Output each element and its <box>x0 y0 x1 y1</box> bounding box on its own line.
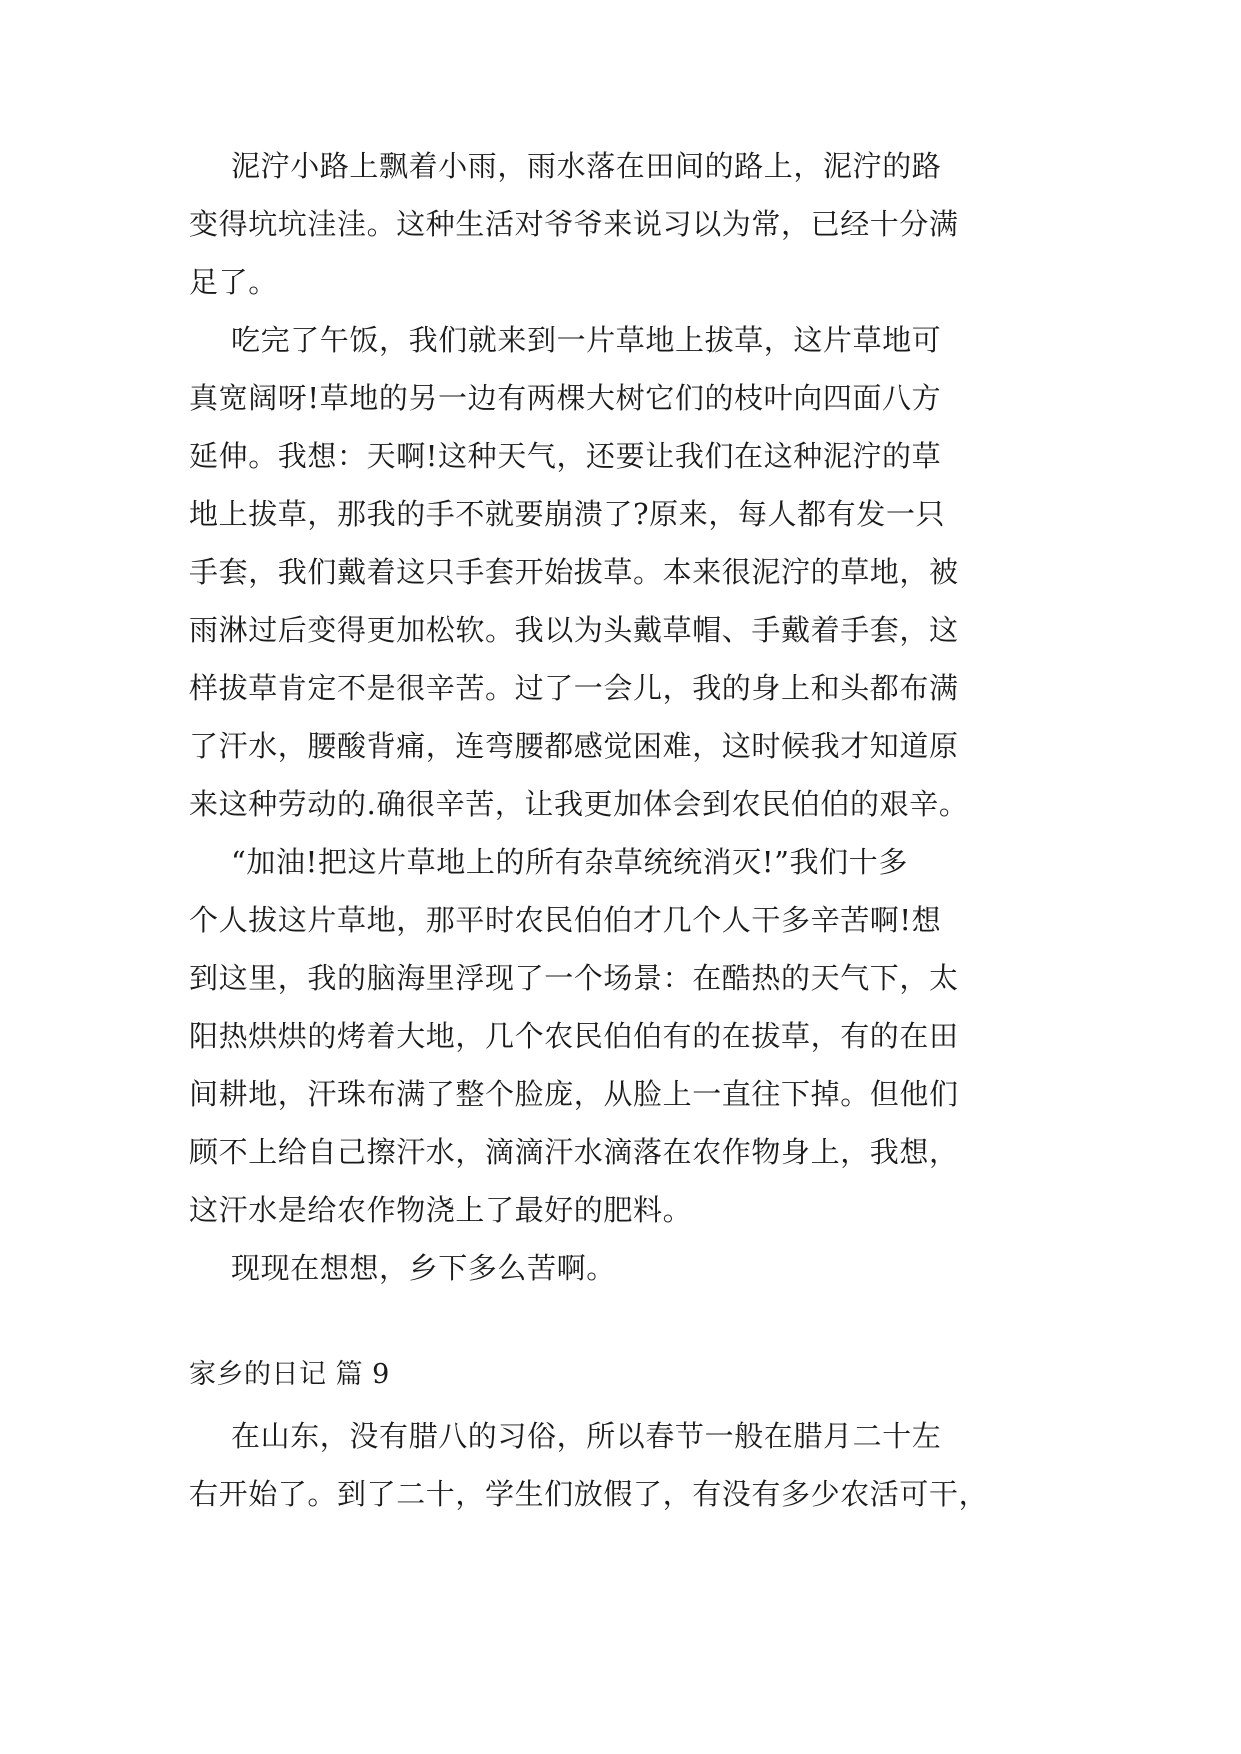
paragraph-line: 延伸。我想：天啊!这种天气，还要让我们在这种泥泞的草 <box>189 439 942 473</box>
paragraph-line: 泥泞小路上飘着小雨，雨水落在田间的路上，泥泞的路 <box>231 149 942 183</box>
section-heading: 家乡的日记 篇 9 <box>189 1359 390 1390</box>
paragraph-line: 间耕地，汗珠布满了整个脸庞，从脸上一直往下掉。但他们 <box>189 1077 959 1111</box>
paragraph-line: 吃完了午饭，我们就来到一片草地上拔草，这片草地可 <box>231 323 942 357</box>
paragraph-line: 真宽阔呀!草地的另一边有两棵大树它们的枝叶向四面八方 <box>189 381 942 415</box>
paragraph-line: 样拔草肯定不是很辛苦。过了一会儿，我的身上和头都布满 <box>189 671 959 705</box>
paragraph-line: 个人拔这片草地，那平时农民伯伯才几个人干多辛苦啊!想 <box>189 903 942 937</box>
paragraph-line: 现现在想想，乡下多么苦啊。 <box>231 1251 616 1285</box>
paragraph-line: 阳热烘烘的烤着大地，几个农民伯伯有的在拔草，有的在田 <box>189 1019 959 1053</box>
paragraph-line: 雨淋过后变得更加松软。我以为头戴草帽、手戴着手套，这 <box>189 613 959 647</box>
paragraph-line: “加油!把这片草地上的所有杂草统统消灭!”我们十多 <box>231 845 908 879</box>
paragraph-line: 右开始了。到了二十，学生们放假了，有没有多少农活可干， <box>189 1477 989 1511</box>
paragraph-line: 顾不上给自己擦汗水，滴滴汗水滴落在农作物身上，我想， <box>189 1135 959 1169</box>
paragraph-line: 来这种劳动的.确很辛苦，让我更加体会到农民伯伯的艰辛。 <box>189 787 969 821</box>
paragraph-line: 了汗水，腰酸背痛，连弯腰都感觉困难，这时候我才知道原 <box>189 729 959 763</box>
paragraph-line: 在山东，没有腊八的习俗，所以春节一般在腊月二十左 <box>231 1419 942 1453</box>
paragraph-line: 这汗水是给农作物浇上了最好的肥料。 <box>189 1193 693 1227</box>
paragraph-line: 手套，我们戴着这只手套开始拔草。本来很泥泞的草地，被 <box>189 555 959 589</box>
paragraph-line: 足了。 <box>189 265 278 299</box>
paragraph-line: 变得坑坑洼洼。这种生活对爷爷来说习以为常，已经十分满 <box>189 207 959 241</box>
paragraph-line: 到这里，我的脑海里浮现了一个场景：在酷热的天气下，太 <box>189 961 959 995</box>
paragraph-line: 地上拔草，那我的手不就要崩溃了?原来，每人都有发一只 <box>189 497 946 531</box>
